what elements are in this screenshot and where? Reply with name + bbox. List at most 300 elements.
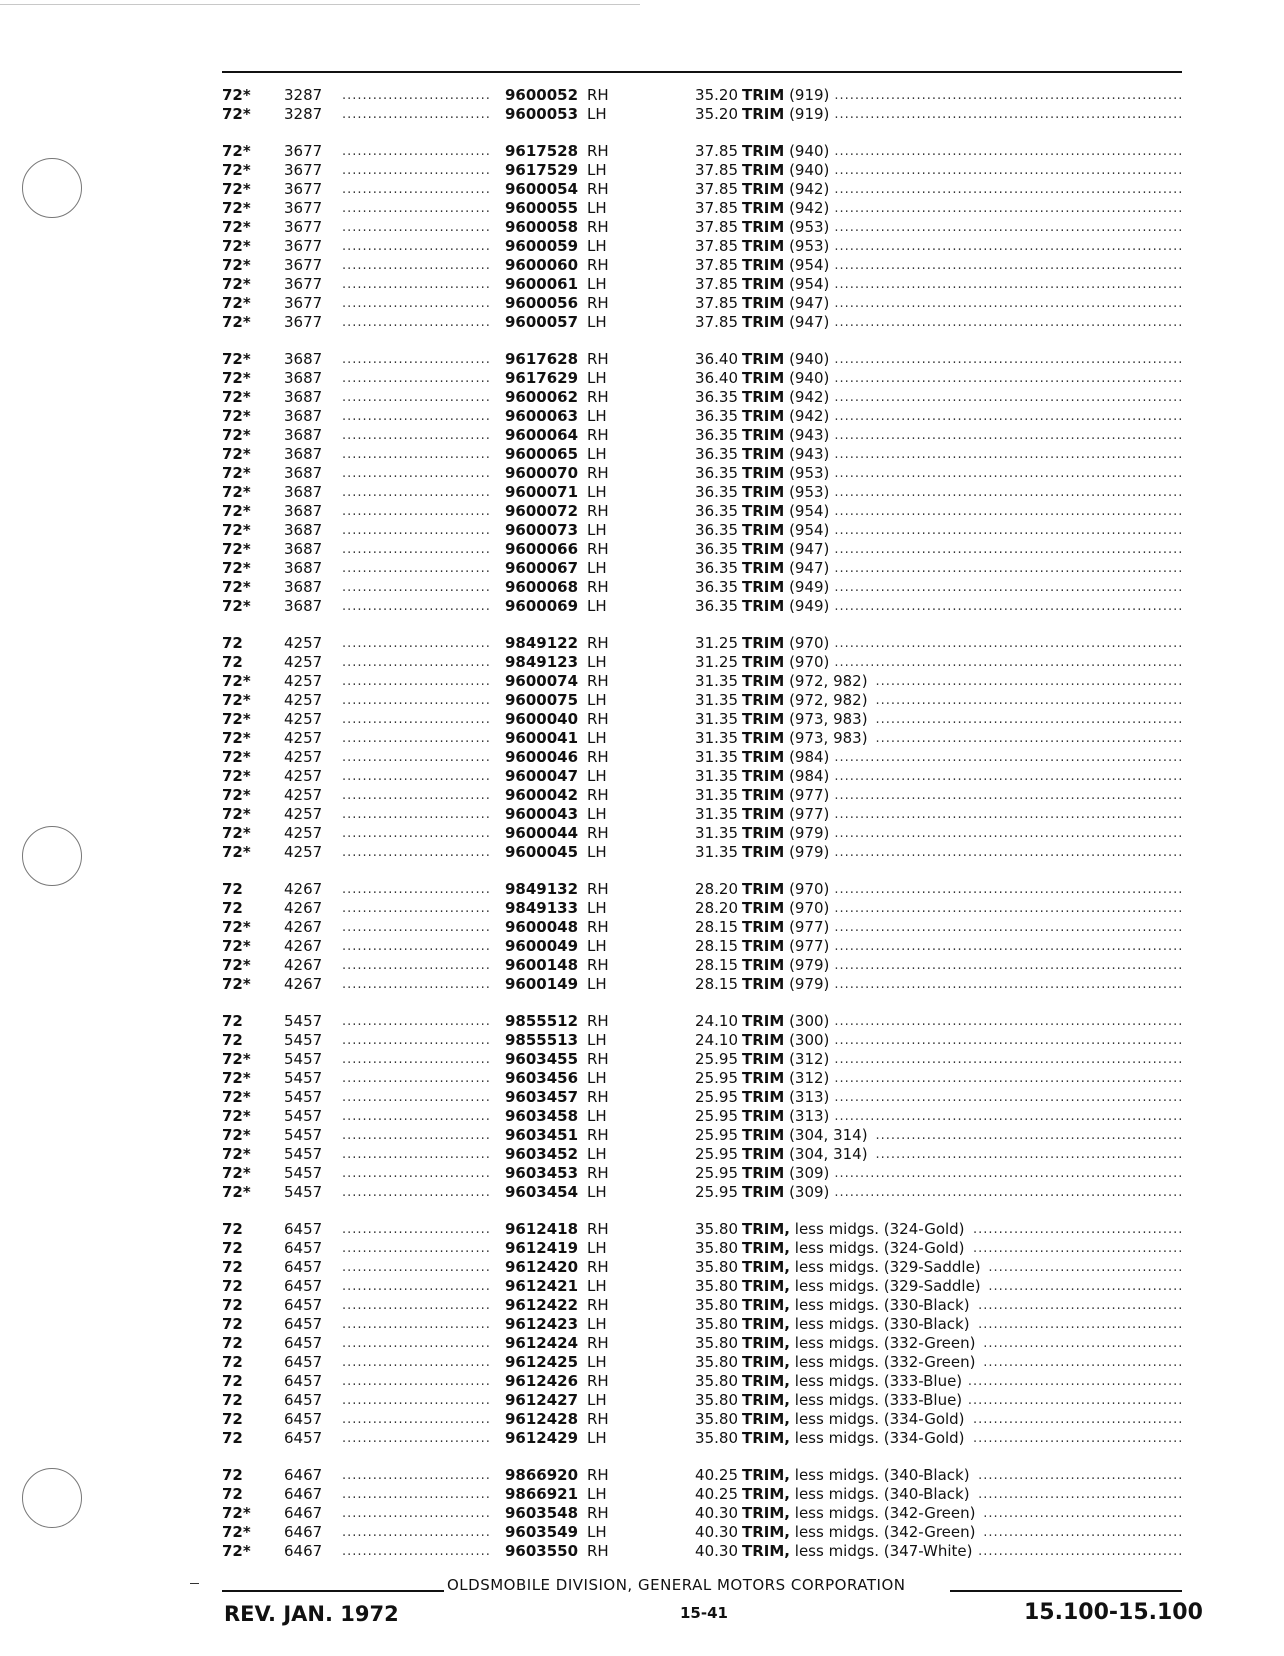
body-style: 4257 (284, 672, 323, 690)
list-price: 36.35 (695, 578, 738, 596)
description (742, 350, 1184, 369)
description-detail: (954) (789, 502, 830, 520)
body-style: 5457 (284, 1107, 323, 1125)
description-label: TRIM (742, 691, 785, 709)
description-text (742, 1334, 981, 1352)
part-number: 9612423 (505, 1315, 579, 1333)
description-text (742, 142, 835, 160)
description (742, 1050, 1184, 1069)
side: LH (587, 805, 607, 823)
side: LH (587, 653, 607, 671)
description-detail: (984) (789, 748, 830, 766)
side: RH (587, 1504, 609, 1522)
model-year: 72 (222, 880, 243, 898)
dot-leader (342, 918, 490, 937)
list-price: 36.35 (695, 464, 738, 482)
model-year: 72 (222, 899, 243, 917)
part-number: 9603454 (505, 1183, 579, 1201)
list-price: 31.35 (695, 805, 738, 823)
side: LH (587, 445, 607, 463)
side: LH (587, 729, 607, 747)
side: LH (587, 559, 607, 577)
description-text (742, 710, 874, 728)
punch-hole-middle (22, 826, 82, 886)
body-style: 3677 (284, 218, 323, 236)
parts-row (222, 767, 1184, 786)
description (742, 275, 1184, 294)
part-number: 9849132 (505, 880, 579, 898)
description (742, 256, 1184, 275)
description-detail: (940) (789, 142, 830, 160)
description-text (742, 483, 835, 501)
description-text (742, 824, 835, 842)
body-style: 3687 (284, 426, 323, 444)
description-detail: (942) (789, 407, 830, 425)
dot-leader (342, 653, 490, 672)
model-year: 72 (222, 1485, 243, 1503)
description (742, 767, 1184, 786)
body-style: 4257 (284, 710, 323, 728)
description-label: TRIM (742, 407, 785, 425)
list-price: 25.95 (695, 1183, 738, 1201)
parts-row (222, 502, 1184, 521)
description (742, 748, 1184, 767)
list-price: 31.35 (695, 729, 738, 747)
body-style: 6467 (284, 1504, 323, 1522)
description-label: TRIM (742, 540, 785, 558)
dot-leader (342, 1031, 490, 1050)
dot-leader (342, 1220, 490, 1239)
list-price: 31.25 (695, 634, 738, 652)
description-label: TRIM (742, 1050, 785, 1068)
side: LH (587, 1485, 607, 1503)
description (742, 1315, 1184, 1334)
parts-row (222, 1164, 1184, 1183)
model-year: 72* (222, 294, 251, 312)
parts-row (222, 1296, 1184, 1315)
description-detail: (947) (789, 540, 830, 558)
description-label: TRIM (742, 1164, 785, 1182)
list-price: 35.80 (695, 1334, 738, 1352)
side: LH (587, 843, 607, 861)
description-text (742, 843, 835, 861)
list-price: 31.25 (695, 653, 738, 671)
part-number: 9603549 (505, 1523, 579, 1541)
dot-leader (342, 1183, 490, 1202)
body-style: 6467 (284, 1485, 323, 1503)
part-number: 9600052 (505, 86, 579, 104)
description-detail: (300) (789, 1031, 830, 1049)
description-detail: (984) (789, 767, 830, 785)
model-year: 72* (222, 445, 251, 463)
description-text (742, 1258, 987, 1276)
body-style: 6457 (284, 1353, 323, 1371)
dot-leader (342, 1277, 490, 1296)
description (742, 578, 1184, 597)
part-number: 9617528 (505, 142, 579, 160)
body-style: 4267 (284, 937, 323, 955)
parts-row (222, 1334, 1184, 1353)
description (742, 540, 1184, 559)
description-text (742, 1429, 971, 1447)
description-detail: less midgs. (340-Black) (794, 1485, 970, 1503)
description (742, 1410, 1184, 1429)
model-year: 72 (222, 1220, 243, 1238)
part-number: 9603456 (505, 1069, 579, 1087)
dot-leader (342, 597, 490, 616)
body-style: 6457 (284, 1239, 323, 1257)
description-label: TRIM (742, 653, 785, 671)
description-label: TRIM, (742, 1410, 790, 1428)
parts-row (222, 256, 1184, 275)
part-number: 9617628 (505, 350, 579, 368)
side: LH (587, 767, 607, 785)
side: LH (587, 1107, 607, 1125)
model-year: 72* (222, 369, 251, 387)
description (742, 1126, 1184, 1145)
description (742, 1334, 1184, 1353)
body-style: 6467 (284, 1466, 323, 1484)
list-price: 31.35 (695, 748, 738, 766)
body-style: 6457 (284, 1296, 323, 1314)
description-label: TRIM (742, 729, 785, 747)
side: LH (587, 1031, 607, 1049)
description (742, 1031, 1184, 1050)
side: LH (587, 1239, 607, 1257)
description-label: TRIM (742, 1183, 785, 1201)
model-year: 72* (222, 407, 251, 425)
part-number: 9603457 (505, 1088, 579, 1106)
body-style: 3687 (284, 350, 323, 368)
body-style: 3677 (284, 142, 323, 160)
side: LH (587, 105, 607, 123)
part-number: 9612422 (505, 1296, 579, 1314)
description (742, 899, 1184, 918)
parts-row (222, 880, 1184, 899)
parts-row (222, 1315, 1184, 1334)
body-style: 5457 (284, 1012, 323, 1030)
part-number: 9600065 (505, 445, 579, 463)
body-style: 3687 (284, 502, 323, 520)
side: RH (587, 502, 609, 520)
description-text (742, 237, 835, 255)
list-price: 36.40 (695, 350, 738, 368)
dot-leader (342, 142, 490, 161)
description-detail: (970) (789, 880, 830, 898)
description-text (742, 748, 835, 766)
part-number: 9600069 (505, 597, 579, 615)
description-label: TRIM, (742, 1372, 790, 1390)
parts-row (222, 1069, 1184, 1088)
parts-row (222, 180, 1184, 199)
list-price: 37.85 (695, 199, 738, 217)
description-text (742, 1069, 835, 1087)
dot-leader (342, 1050, 490, 1069)
model-year: 72* (222, 540, 251, 558)
dot-leader (342, 1504, 490, 1523)
parts-row (222, 805, 1184, 824)
body-style: 4267 (284, 899, 323, 917)
description (742, 805, 1184, 824)
description (742, 407, 1184, 426)
list-price: 35.80 (695, 1372, 738, 1390)
model-year: 72* (222, 672, 251, 690)
list-price: 36.35 (695, 426, 738, 444)
description (742, 956, 1184, 975)
list-price: 31.35 (695, 786, 738, 804)
model-year: 72* (222, 824, 251, 842)
description-label: TRIM, (742, 1334, 790, 1352)
list-price: 25.95 (695, 1126, 738, 1144)
list-price: 25.95 (695, 1145, 738, 1163)
footer-rule-left (222, 1590, 444, 1592)
part-number: 9603452 (505, 1145, 579, 1163)
list-price: 35.80 (695, 1220, 738, 1238)
description-text (742, 521, 835, 539)
description-label: TRIM (742, 1031, 785, 1049)
list-price: 35.20 (695, 86, 738, 104)
model-year: 72* (222, 748, 251, 766)
description-label: TRIM (742, 313, 785, 331)
description-detail: (313) (789, 1107, 830, 1125)
dot-leader (342, 521, 490, 540)
description (742, 464, 1184, 483)
description-detail: less midgs. (324-Gold) (794, 1239, 965, 1257)
dot-leader (342, 1296, 490, 1315)
description-text (742, 578, 835, 596)
description-detail: (953) (789, 237, 830, 255)
description (742, 218, 1184, 237)
dot-leader (342, 256, 490, 275)
description-text (742, 445, 835, 463)
part-number: 9849123 (505, 653, 579, 671)
list-price: 36.35 (695, 388, 738, 406)
description-label: TRIM (742, 161, 785, 179)
dot-leader (342, 559, 490, 578)
body-style: 3677 (284, 313, 323, 331)
list-price: 36.35 (695, 559, 738, 577)
body-style: 5457 (284, 1050, 323, 1068)
parts-row (222, 634, 1184, 653)
parts-row (222, 237, 1184, 256)
list-price: 40.30 (695, 1504, 738, 1522)
model-year: 72* (222, 578, 251, 596)
description-detail: less midgs. (334-Gold) (794, 1429, 965, 1447)
description-detail: (970) (789, 899, 830, 917)
dot-leader (342, 1334, 490, 1353)
model-year: 72* (222, 729, 251, 747)
description-detail: (977) (789, 918, 830, 936)
body-style: 4267 (284, 918, 323, 936)
description-label: TRIM (742, 426, 785, 444)
side: LH (587, 1183, 607, 1201)
description-text (742, 1220, 971, 1238)
model-year: 72* (222, 918, 251, 936)
footer-page-number: 15-41 (680, 1604, 728, 1622)
description (742, 1183, 1184, 1202)
description-text (742, 653, 835, 671)
model-year: 72* (222, 1504, 251, 1522)
description-label: TRIM, (742, 1391, 790, 1409)
part-number: 9612426 (505, 1372, 579, 1390)
list-price: 37.85 (695, 256, 738, 274)
side: LH (587, 975, 607, 993)
dot-leader (342, 578, 490, 597)
parts-row (222, 86, 1184, 105)
dot-leader (342, 1088, 490, 1107)
side: RH (587, 218, 609, 236)
model-year: 72* (222, 199, 251, 217)
description (742, 672, 1184, 691)
description-detail: (940) (789, 350, 830, 368)
description-label: TRIM (742, 180, 785, 198)
description-text (742, 313, 835, 331)
model-year: 72* (222, 237, 251, 255)
part-number: 9612427 (505, 1391, 579, 1409)
body-style: 3687 (284, 578, 323, 596)
body-style: 3677 (284, 275, 323, 293)
list-price: 28.15 (695, 975, 738, 993)
description-text (742, 1466, 976, 1484)
description (742, 1145, 1184, 1164)
description (742, 937, 1184, 956)
parts-row (222, 1258, 1184, 1277)
model-year: 72 (222, 1334, 243, 1352)
description-detail: (947) (789, 313, 830, 331)
dot-leader (342, 710, 490, 729)
description-detail: (940) (789, 161, 830, 179)
model-year: 72* (222, 1107, 251, 1125)
description-label: TRIM, (742, 1504, 790, 1522)
description-text (742, 218, 835, 236)
part-number: 9600044 (505, 824, 579, 842)
body-style: 6457 (284, 1258, 323, 1276)
dot-leader (342, 1466, 490, 1485)
description-detail: (309) (789, 1183, 830, 1201)
side: RH (587, 1542, 609, 1560)
body-style: 3687 (284, 483, 323, 501)
dot-leader (342, 672, 490, 691)
model-year: 72* (222, 559, 251, 577)
description-detail: (947) (789, 559, 830, 577)
parts-row (222, 691, 1184, 710)
side: RH (587, 388, 609, 406)
top-rule (222, 71, 1182, 73)
description-label: TRIM, (742, 1296, 790, 1314)
body-style: 3687 (284, 597, 323, 615)
description-text (742, 369, 835, 387)
description-text (742, 767, 835, 785)
model-year: 72* (222, 1183, 251, 1201)
description (742, 1523, 1184, 1542)
description-text (742, 199, 835, 217)
part-number: 9600075 (505, 691, 579, 709)
body-style: 4267 (284, 956, 323, 974)
part-number: 9600070 (505, 464, 579, 482)
list-price: 37.85 (695, 180, 738, 198)
description-detail: (309) (789, 1164, 830, 1182)
body-style: 3677 (284, 161, 323, 179)
parts-row (222, 1183, 1184, 1202)
part-number: 9603550 (505, 1542, 579, 1560)
description-label: TRIM (742, 483, 785, 501)
dot-leader (342, 426, 490, 445)
description (742, 199, 1184, 218)
body-style: 6457 (284, 1372, 323, 1390)
body-style: 3687 (284, 540, 323, 558)
model-year: 72 (222, 1277, 243, 1295)
description (742, 597, 1184, 616)
model-year: 72* (222, 161, 251, 179)
side: RH (587, 748, 609, 766)
description-text (742, 918, 835, 936)
part-number: 9600048 (505, 918, 579, 936)
model-year: 72* (222, 313, 251, 331)
parts-row (222, 1012, 1184, 1031)
dot-leader (342, 748, 490, 767)
list-price: 31.35 (695, 710, 738, 728)
model-year: 72 (222, 1315, 243, 1333)
parts-row (222, 313, 1184, 332)
description-detail: (977) (789, 805, 830, 823)
body-style: 3677 (284, 256, 323, 274)
description-text (742, 899, 835, 917)
footer-section-number: 15.100-15.100 (1024, 1600, 1203, 1625)
model-year: 72* (222, 786, 251, 804)
side: LH (587, 483, 607, 501)
description-detail: (953) (789, 218, 830, 236)
dot-leader (342, 1372, 490, 1391)
body-style: 4257 (284, 653, 323, 671)
description-label: TRIM, (742, 1220, 790, 1238)
description-label: TRIM (742, 710, 785, 728)
description (742, 1504, 1184, 1523)
dot-leader (342, 634, 490, 653)
description-text (742, 559, 835, 577)
parts-row (222, 578, 1184, 597)
description-label: TRIM (742, 275, 785, 293)
side: LH (587, 937, 607, 955)
description-detail: less midgs. (342-Green) (794, 1504, 976, 1522)
part-number: 9600045 (505, 843, 579, 861)
description-text (742, 634, 835, 652)
list-price: 31.35 (695, 767, 738, 785)
part-number: 9600060 (505, 256, 579, 274)
side: LH (587, 161, 607, 179)
description-text (742, 1239, 971, 1257)
dot-leader (342, 843, 490, 862)
description-detail: (942) (789, 199, 830, 217)
parts-row (222, 218, 1184, 237)
list-price: 35.80 (695, 1410, 738, 1428)
description-detail: (942) (789, 388, 830, 406)
description-text (742, 105, 835, 123)
description-detail: less midgs. (340-Black) (794, 1466, 970, 1484)
model-year: 72* (222, 1126, 251, 1144)
description-detail: (943) (789, 426, 830, 444)
side: LH (587, 1353, 607, 1371)
description-detail: (970) (789, 653, 830, 671)
part-number: 9600071 (505, 483, 579, 501)
description-detail: (949) (789, 597, 830, 615)
parts-row (222, 975, 1184, 994)
dot-leader (342, 1485, 490, 1504)
side: RH (587, 918, 609, 936)
footer-revision: REV. JAN. 1972 (224, 1602, 399, 1626)
body-style: 4257 (284, 767, 323, 785)
body-style: 3287 (284, 105, 323, 123)
side: LH (587, 407, 607, 425)
